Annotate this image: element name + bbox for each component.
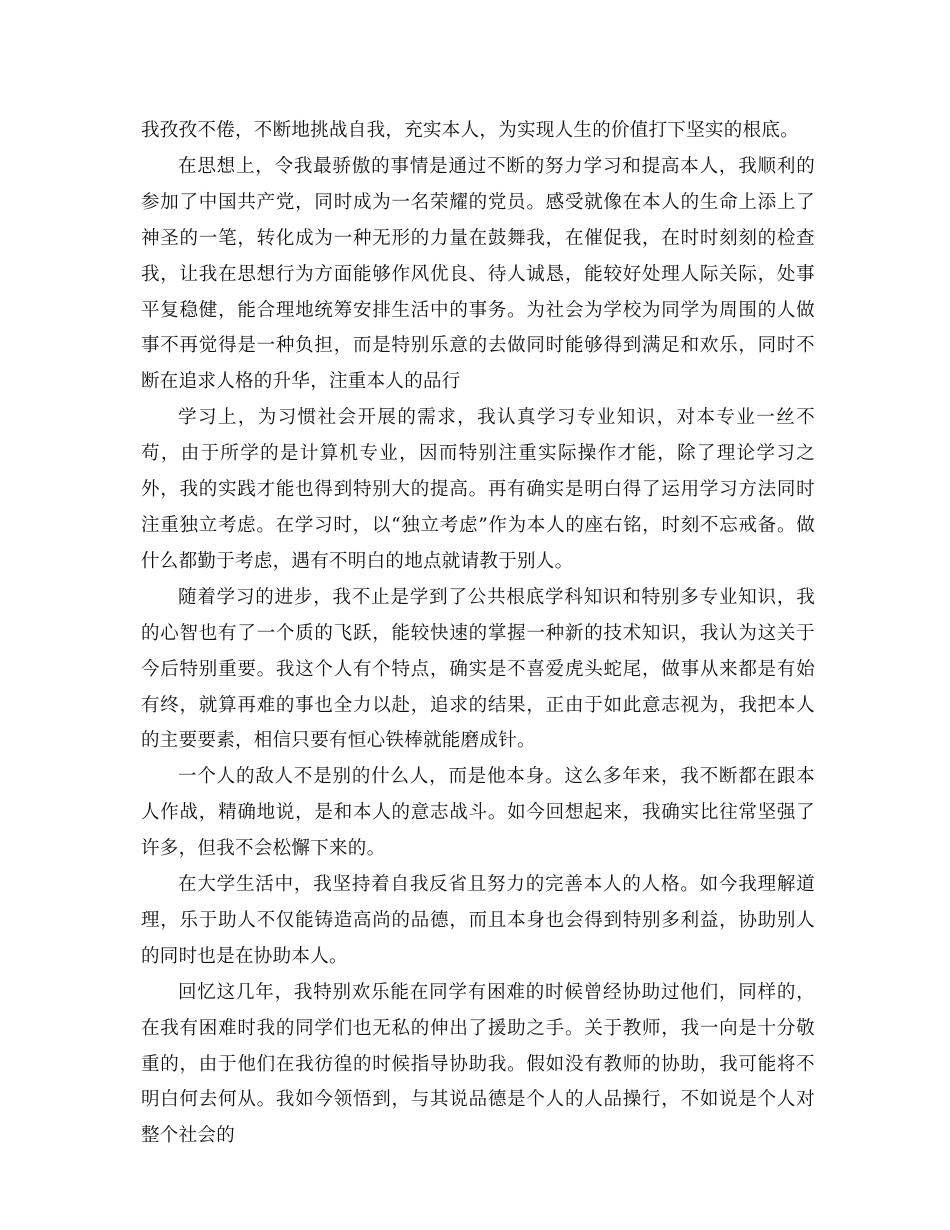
paragraph-continuation: 我孜孜不倦，不断地挑战自我，充实本人，为实现人生的价值打下坚实的根底。	[141, 120, 800, 141]
paragraph-progress: 随着学习的进步，我不止是学到了公共根底学科知识和特别多专业知识，我的心智也有了一个质的飞跃，能较快速的掌握一种新的技术知识，我认为这关于今后特别重要。我这个人有个特点，确实是不喜爱虎头蛇尾，做事从来都是有始有终，就算再难的事也全力以赴，追求的结果，正由于如此意志视为，我把本人的主要要素，相信只要有恒心铁棒就能磨成针。	[141, 586, 815, 752]
paragraph-ideology: 在思想上，令我最骄傲的事情是通过不断的努力学习和提高本人，我顺利的参加了中国共产党，同时成为一名荣耀的党员。感受就像在本人的生命上添上了神圣的一笔，转化成为一种无形的力量在鼓舞我，在催促我，在时时刻刻的检查我，让我在思想行为方面能够作风优良、待人诚恳，能较好处理人际关际，处事平复稳健，能合理地统筹安排生活中的事务。为社会为学校为同学为周围的人做事不再觉得是一种负担，而是特别乐意的去做同时能够得到满足和欢乐，同时不断在追求人格的升华，注重本人的品行	[141, 155, 815, 393]
document-body	[141, 113, 815, 1154]
paragraph-study: 学习上，为习惯社会开展的需求，我认真学习专业知识，对本专业一丝不苟，由于所学的是计算机专业，因而特别注重实际操作才能，除了理论学习之外，我的实践才能也得到特别大的提高。再有确实是明白得了运用学习方法同时注重独立考虑。在学习时，以“独立考虑”作为本人的座右铭，时刻不忘戒备。做什么都勤于考虑，遇有不明白的地点就请教于别人。	[141, 407, 815, 572]
paragraph-reflection: 回忆这几年，我特别欢乐能在同学有困难的时候曾经协助过他们，同样的，在我有困难时我的同学们也无私的伸出了援助之手。关于教师，我一向是十分敬重的，由于他们在我彷徨的时候指导协助我。假如没有教师的协助，我可能将不明白何去何从。我如今领悟到，与其说品德是个人的人品操行，不如说是个人对整个社会的	[141, 981, 815, 1147]
paragraph-college-life: 在大学生活中，我坚持着自我反省且努力的完善本人的人格。如今我理解道理，乐于助人不仅能铸造高尚的品德，而且本身也会得到特别多利益，协助别人的同时也是在协助本人。	[141, 874, 815, 967]
paragraph-self-struggle: 一个人的敌人不是别的什么人，而是他本身。这么多年来，我不断都在跟本人作战，精确地说，是和本人的意志战斗。如今回想起来，我确实比往常坚强了许多，但我不会松懈下来的。	[141, 766, 815, 860]
